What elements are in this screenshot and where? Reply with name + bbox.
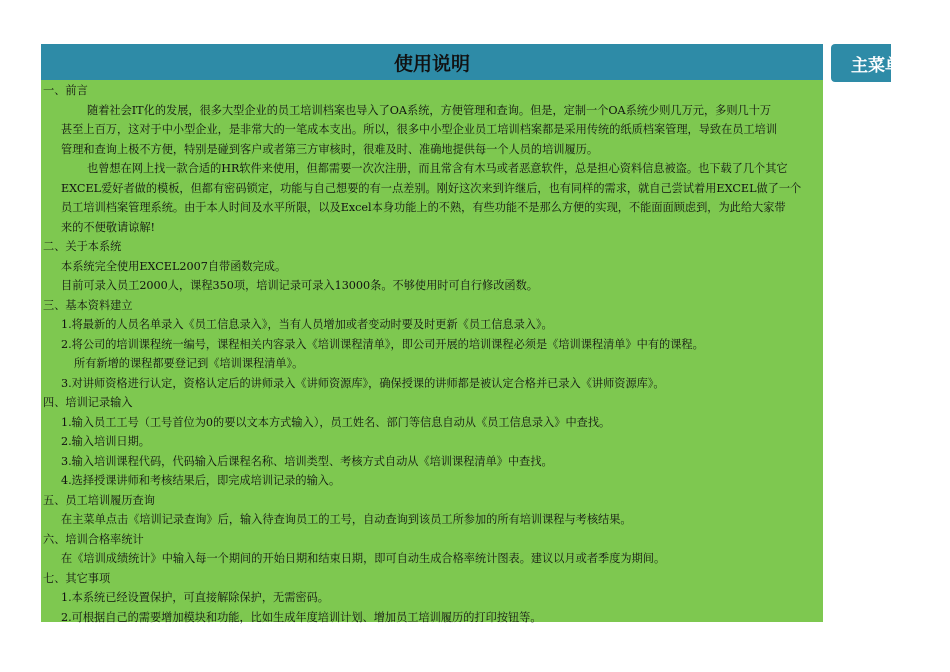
title-bar bbox=[41, 44, 823, 80]
page-title: 使用说明 bbox=[393, 52, 470, 75]
section-heading-pass-rate: 六、培训合格率统计 bbox=[43, 532, 144, 546]
record-input-line: 3.输入培训课程代码，代码输入后课程名称、培训类型、考核方式自动从《培训课程清单》中查找。 bbox=[61, 454, 553, 468]
basic-data-line: 2.将公司的培训课程统一编号，课程相关内容录入《培训课程清单》，即公司开展的培训课程必须是《培训课程清单》中有的课程。 bbox=[61, 337, 704, 351]
pass-rate-line: 在《培训成绩统计》中输入每一个期间的开始日期和结束日期，即可自动生成合格率统计图表。建议以月或者季度为期间。 bbox=[61, 552, 666, 565]
preface-line: 甚至上百万，这对于中小型企业，是非常大的一笔成本支出。所以，很多中小型企业员工培训档案都是采用传统的纸质档案管理，导致在员工培训 bbox=[61, 123, 778, 136]
section-heading-about: 二、关于本系统 bbox=[43, 240, 122, 253]
basic-data-line: 所有新增的课程都要登记到《培训课程清单》。 bbox=[74, 357, 304, 370]
preface-line: 来的不便敬请谅解! bbox=[61, 220, 155, 234]
basic-data-line: 1.将最新的人员名单录入《员工信息录入》，当有人员增加或者变动时要及时更新《员工信息录入》。 bbox=[61, 318, 553, 331]
instructions-content bbox=[41, 81, 871, 627]
section-heading-record-input: 四、培训记录输入 bbox=[43, 396, 133, 409]
section-heading-preface: 一、前言 bbox=[43, 84, 88, 97]
main-menu-label: 主菜单 bbox=[851, 55, 902, 76]
preface-line: 也曾想在网上找一款合适的HR软件来使用，但都需要一次次注册，而且常含有木马或者恶意软件，总是担心资料信息被盗。也下载了几个其它 bbox=[87, 162, 788, 175]
instructions-sheet bbox=[41, 44, 823, 622]
section-heading-basic-data: 三、基本资料建立 bbox=[43, 298, 133, 312]
preface-line: 员工培训档案管理系统。由于本人时间及水平所限，以及Excel本身功能上的不熟，有些功能不是那么方便的实现，不能面面顾虑到，为此给大家带 bbox=[61, 201, 786, 214]
other-line: 1.本系统已经设置保护，可直接解除保护，无需密码。 bbox=[61, 591, 329, 604]
record-input-line: 1.输入员工工号（工号首位为0的要以文本方式输入），员工姓名、部门等信息自动从《员工信息录入》中查找。 bbox=[61, 415, 611, 429]
section-heading-history-query: 五、员工培训履历查询 bbox=[43, 493, 155, 507]
other-line: 2.可根据自己的需要增加模块和功能，比如生成年度培训计划、增加员工培训履历的打印按钮等。 bbox=[61, 610, 542, 624]
preface-line: 随着社会IT化的发展，很多大型企业的员工培训档案也导入了OA系统，方便管理和查询。但是，定制一个OA系统少则几万元，多则几十万 bbox=[87, 103, 772, 117]
preface-line: 管理和查询上极不方便，特别是碰到客户或者第三方审核时，很难及时、准确地提供每一个人员的培训履历。 bbox=[61, 142, 599, 156]
section-heading-other: 七、其它事项 bbox=[43, 571, 111, 585]
about-line: 目前可录入员工2000人，课程350项，培训记录可录入13000条。不够使用时可自行修改函数。 bbox=[61, 279, 538, 292]
basic-data-line: 3.对讲师资格进行认定，资格认定后的讲师录入《讲师资源库》，确保授课的讲师都是被认定合格并已录入《讲师资源库》。 bbox=[61, 376, 665, 390]
main-menu-button[interactable] bbox=[831, 44, 902, 82]
about-line: 本系统完全使用EXCEL2007自带函数完成。 bbox=[61, 259, 287, 273]
history-query-line: 在主菜单点击《培训记录查询》后，输入待查询员工的工号，自动查询到该员工所参加的所有培训课程与考核结果。 bbox=[61, 513, 632, 526]
record-input-line: 4.选择授课讲师和考核结果后，即完成培训记录的输入。 bbox=[61, 474, 341, 487]
record-input-line: 2.输入培训日期。 bbox=[61, 435, 150, 448]
preface-line: EXCEL爱好者做的模板，但都有密码锁定，功能与自己想要的有一点差别。刚好这次来到许继后，也有同样的需求，就自己尝试着用EXCEL做了一个 bbox=[61, 181, 802, 195]
